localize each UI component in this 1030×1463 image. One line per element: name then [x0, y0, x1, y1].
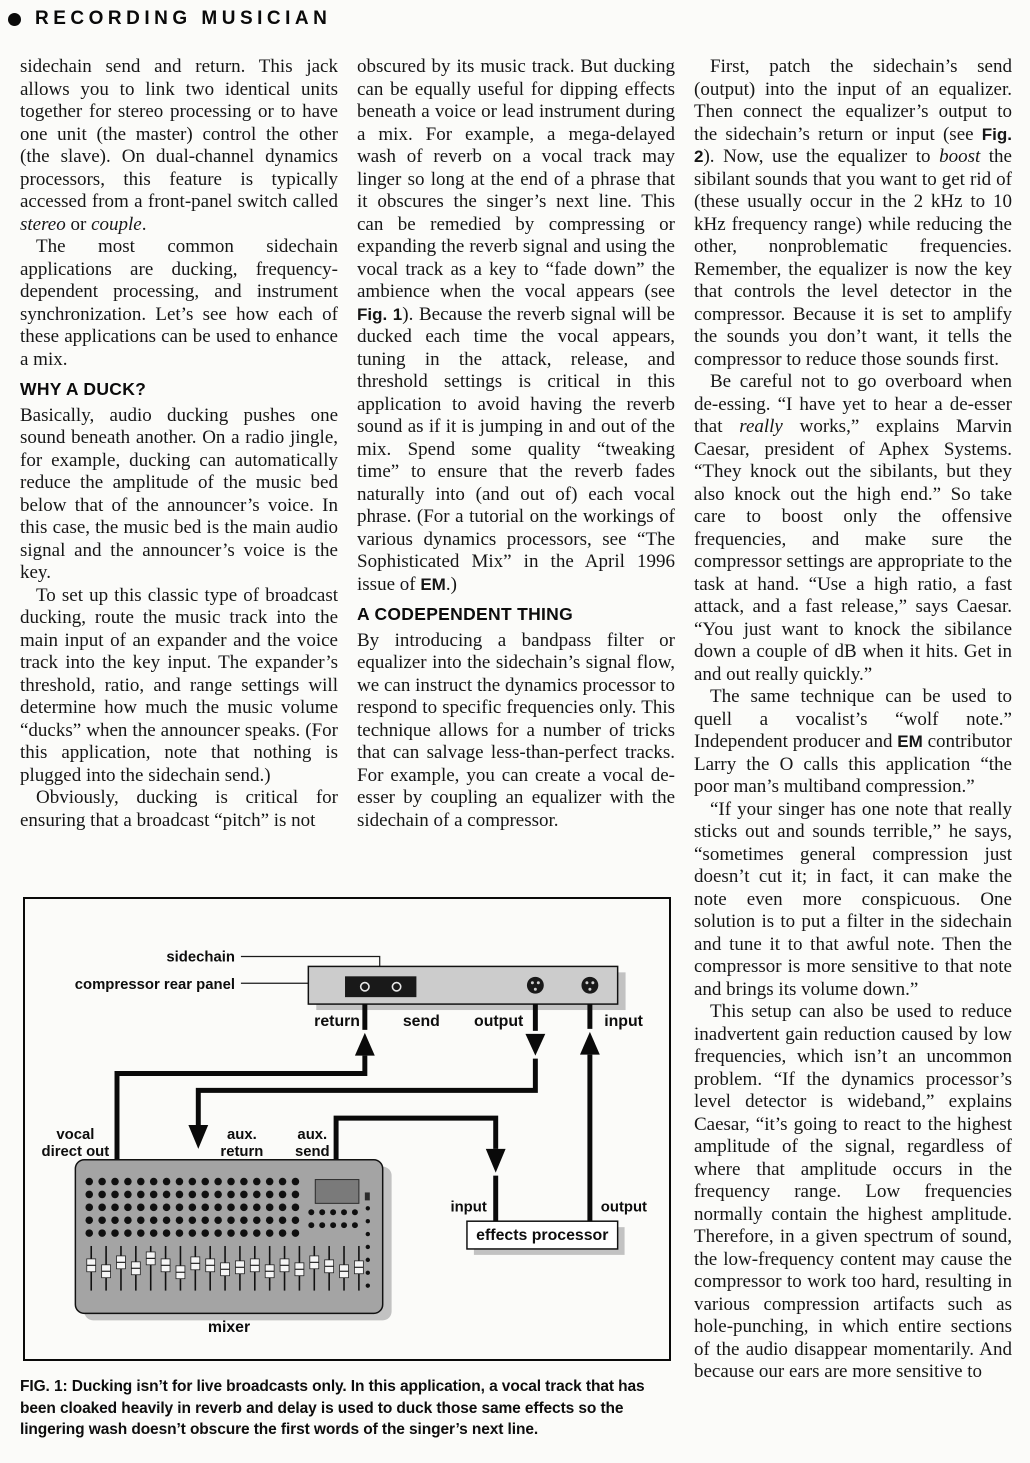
text-run: Fig. 2 [694, 124, 1012, 166]
mixer-knob-icon [176, 1229, 184, 1237]
text-run: contributor Larry the O calls this application “the poor man’s multiband compression.” [694, 731, 1012, 797]
text-run: The same technique can be used to quell a vocalist’s “wolf note.” Independent producer and [694, 686, 1012, 752]
mixer-knob-icon [98, 1191, 106, 1199]
paragraph [20, 405, 338, 585]
sidechain-label: sidechain [166, 949, 235, 966]
mixer-knob-icon [124, 1191, 132, 1199]
mixer-button-icon [308, 1222, 314, 1228]
mixer-knob-icon [176, 1178, 184, 1186]
text-run: boost [939, 146, 981, 167]
text-run: or [65, 213, 92, 235]
mixer-knob-icon [124, 1204, 132, 1212]
text-run: First, patch the sidechain’s send (output) into the input of an equalizer. Then connect the equalizer’s output to the sidechain’s return or input (see [694, 56, 1012, 145]
paragraph [694, 371, 1012, 686]
mixer-knob-icon [240, 1204, 248, 1212]
mixer-edge-mark [365, 1192, 370, 1200]
mixer-knob-icon [163, 1204, 171, 1212]
mixer-knob-icon [266, 1178, 274, 1186]
mixer-knob-icon [266, 1229, 274, 1237]
vocal-direct-out-label-line1: vocal [56, 1126, 95, 1143]
paragraph [20, 787, 338, 832]
text-run: To set up this classic type of broadcast ducking, route the music track into the main input of an expander and the voice track into the key input. The expander’s threshold, ratio, and range settings will determine how much the music volume “ducks” when the announcer speaks. (For this application, note that nothing is plugged into the sidechain send.) [20, 584, 338, 786]
mixer-knob-icon [163, 1229, 171, 1237]
mixer-knob-icon [150, 1229, 158, 1237]
mixer-knob-icon [85, 1204, 93, 1212]
mixer-knob-icon [266, 1204, 274, 1212]
paragraph [20, 56, 338, 236]
text-run: the sibilant sounds that you want to get rid of (these usually occur in the 2 kHz to 10 kHz frequency range) while reducing the other, nonproblematic frequencies. Remember, the equalizer is now the key that controls the level detector in the compressor. Because it is set to amplify the sounds you don’t want, it tells the compressor to reduce those sounds first. [694, 146, 1012, 370]
mixer-knob-icon [150, 1178, 158, 1186]
mixer-knob-icon [279, 1178, 287, 1186]
paragraph [694, 799, 1012, 1002]
figure-caption: FIG. 1: Ducking isn’t for live broadcasts only. In this application, a vocal track that has been cloaked heavily in reverb and delay is used to duck those same effects so the lingering wash doesn’t obscure the first words of the singer’s next line. [20, 1378, 645, 1438]
mixer-button-icon [352, 1209, 358, 1215]
text-run: works,” explains Marvin Caesar, president of Aphex Systems. “They knock out the sibilants, but they also knock out the high end.” So take care to boost only the offensive frequencies, and make sure the compressor settings are appropriate to the task at hand. “Use a high ratio, a fast attack, and a fast release,” says Caesar. “You just want to knock the sibilance down a couple of dB when it hits. Get in and out really quickly.” [694, 416, 1012, 685]
aux-return-label-line2: return [220, 1143, 264, 1160]
mixer-knob-icon [279, 1229, 287, 1237]
bullet-icon [8, 13, 21, 26]
mixer-knob-icon [111, 1191, 119, 1199]
mixer-button-icon [341, 1209, 347, 1215]
figure-1 [23, 897, 671, 1361]
text-column-2 [357, 56, 675, 832]
mixer-knob-icon [201, 1229, 209, 1237]
mixer-button-icon [319, 1209, 325, 1215]
mixer-knob-icon [98, 1229, 106, 1237]
mixer-knob-icon [253, 1216, 261, 1224]
mixer-knob-icon [163, 1216, 171, 1224]
mixer-knob-icon [201, 1216, 209, 1224]
mixer-knob-icon [292, 1191, 300, 1199]
mixer-led-icon [366, 1245, 370, 1249]
section-heading: WHY A DUCK? [20, 379, 147, 399]
text-run: ). Because the reverb signal will be ducked each time the vocal appears, tuning in the attack, release, and threshold settings is critical in this application to avoid having the reverb sound as if it is jumping in and out of the mix. Spend some quality “tweaking time” to ensure that the reverb fades naturally into (and out of) each vocal phrase. (For a tutorial on the workings of various dynamics processors, see “The Sophisticated Mix” in the April 1996 issue of [357, 303, 675, 595]
mixer-button-icon [308, 1209, 314, 1215]
mixer-knob-icon [240, 1191, 248, 1199]
mixer-button-icon [341, 1222, 347, 1228]
mixer-knob-icon [292, 1216, 300, 1224]
mixer-knob-icon [266, 1216, 274, 1224]
wire-effects-to-input [580, 1004, 600, 1221]
text-column-1 [20, 56, 338, 832]
mixer-led-icon [366, 1206, 370, 1210]
mixer-knob-icon [98, 1204, 106, 1212]
mixer-knob-icon [279, 1216, 287, 1224]
text-run: obscured by its music track. But ducking can be equally useful for dipping effects beneath a voice or lead instrument during a mix. For example, a mega-delayed wash of reverb on a vocal track may linger so long at the end of a phrase that it obscures the singer’s next line. This can be remedied by compressing or expanding the reverb signal and using the vocal track as a key to “fade down” the ambience when the vocal appears (see [357, 56, 675, 302]
mixer-knob-icon [227, 1216, 235, 1224]
mixer-knob-icon [279, 1191, 287, 1199]
mixer-knob-icon [253, 1191, 261, 1199]
mixer-knob-icon [98, 1216, 106, 1224]
mixer-led-icon [366, 1283, 370, 1287]
mixer-button-icon [330, 1222, 336, 1228]
mixer-display [315, 1180, 359, 1204]
mixer-knob-icon [189, 1229, 197, 1237]
text-run: Fig. 1 [357, 304, 403, 324]
mixer-knob-icon [150, 1216, 158, 1224]
mixer-button-icon [319, 1222, 325, 1228]
text-column-3 [694, 56, 1012, 1384]
mixer-knob-icon [214, 1229, 222, 1237]
mixer-knob-icon [111, 1178, 119, 1186]
return-jack-icon [361, 983, 369, 991]
text-run: sidechain send and return. This jack allows you to link two identical units together for stereo processing or to have one unit (the master) control the other (the slave). On dual-channel dynamics processors, this feature is typically accessed from a front-panel switch called [20, 56, 338, 212]
input-port-label: input [604, 1012, 643, 1030]
mixer-knob-icon [227, 1178, 235, 1186]
mixer-knob-icon [150, 1204, 158, 1212]
mixer-knob-icon [111, 1216, 119, 1224]
mixer-knob-icon [137, 1229, 145, 1237]
mixer-knob-icon [137, 1216, 145, 1224]
input-xlr-jack-icon [581, 977, 598, 994]
return-port-label: return [314, 1012, 361, 1030]
masthead [8, 8, 331, 30]
mixer-knob-icon [292, 1178, 300, 1186]
mixer-knob-icon [279, 1204, 287, 1212]
paragraph [694, 56, 1012, 371]
text-run: ). Now, use the equalizer to [703, 146, 940, 167]
mixer-knob-icon [137, 1191, 145, 1199]
mixer-knob-icon [85, 1178, 93, 1186]
send-port-label: send [402, 1012, 440, 1030]
mixer-label: mixer [207, 1319, 251, 1337]
compressor-rear-panel-label: compressor rear panel [74, 977, 235, 994]
effects-input-label: input [450, 1199, 487, 1216]
mixer-knob-icon [253, 1204, 261, 1212]
mixer-knob-icon [124, 1178, 132, 1186]
mixer-knob-icon [240, 1178, 248, 1186]
mixer-knob-icon [266, 1191, 274, 1199]
mixer-knob-icon [292, 1204, 300, 1212]
mixer-knob-icon [214, 1191, 222, 1199]
mixer-knob-icon [150, 1191, 158, 1199]
mixer-button-icon [352, 1222, 358, 1228]
text-run: EM [420, 574, 446, 594]
aux-return-label-line1: aux. [227, 1126, 257, 1143]
text-run: The most common sidechain applications are ducking, frequency-dependent processing, and instrument synchronization. Let’s see how each of these applications can be used to enhance a mix. [20, 236, 338, 370]
mixer-knob-icon [176, 1191, 184, 1199]
mixer-knob-icon [85, 1216, 93, 1224]
sidechain-jack-plate [345, 976, 416, 997]
vocal-direct-out-label-line2: direct out [41, 1143, 110, 1160]
mixer-knob-icon [240, 1216, 248, 1224]
text-run: couple [91, 213, 142, 235]
mixer-knob-icon [227, 1191, 235, 1199]
mixer-knob-icon [111, 1229, 119, 1237]
text-run: By introducing a bandpass filter or equalizer into the sidechain’s signal flow, we can instruct the dynamics processor to respond to specific frequencies only. This technique allows for a number of tricks that can salvage less-than-perfect tracks. For example, you can create a vocal de-esser by coupling an equalizer with the sidechain of a compressor. [357, 629, 675, 831]
mixer-knob-icon [240, 1229, 248, 1237]
mixer-knob-icon [253, 1229, 261, 1237]
mixer-knob-icon [85, 1229, 93, 1237]
paragraph [357, 56, 675, 596]
mixer-knob-icon [124, 1229, 132, 1237]
mixer-led-icon [366, 1271, 370, 1275]
text-run: Obviously, ducking is critical for ensuring that a broadcast “pitch” is not [20, 787, 338, 831]
mixer-knob-icon [137, 1178, 145, 1186]
mixer-knob-icon [214, 1216, 222, 1224]
text-run: “If your singer has one note that really sticks out and sounds terrible,” he says, “sometimes general compression just doesn’t cut it; in fact, it can make the note even more conspicuous. One solution is to put a filter in the sidechain and tune it to that awful note. Then the compressor is more sensitive to that note and brings its volume down.” [694, 798, 1012, 1000]
paragraph [20, 585, 338, 788]
text-run: .) [445, 573, 457, 595]
text-run: EM [897, 732, 923, 751]
paragraph [694, 686, 1012, 799]
paragraph [20, 236, 338, 371]
mixer-knob-icon [189, 1216, 197, 1224]
mixer-knob-icon [163, 1191, 171, 1199]
mixer-knob-icon [85, 1191, 93, 1199]
mixer-knob-icon [201, 1178, 209, 1186]
mixer-knob-icon [189, 1204, 197, 1212]
mixer-led-icon [366, 1258, 370, 1262]
mixer-knob-icon [137, 1204, 145, 1212]
mixer-knob-icon [292, 1229, 300, 1237]
mixer-knob-icon [201, 1191, 209, 1199]
mixer-knob-icon [189, 1191, 197, 1199]
mixer-knob-icon [214, 1178, 222, 1186]
mixer-led-icon [366, 1219, 370, 1223]
mixer-knob-icon [176, 1204, 184, 1212]
effects-processor-label: effects processor [476, 1227, 609, 1245]
text-run: This setup can also be used to reduce inadvertent gain reduction caused by low frequencies, which isn’t an uncommon problem. “If the dynamics processor’s level detector is wideband,” explains Caesar, “it’s going to react to the highest amplitude of the signal, regardless of where that amplitude occurs in the frequency range. Low frequencies normally contain the highest amplitude. Therefore, in a given spectrum of sound, the low-frequency content may cause the compressor to work too hard, resulting in various compression artifacts such as hole-punching, in which entire sections of the audio disappear momentarily. And because our ears are more sensitive to [694, 1001, 1012, 1382]
text-run: really [739, 416, 783, 437]
mixer-knob-icon [163, 1178, 171, 1186]
effects-output-label: output [600, 1199, 648, 1216]
text-run: stereo [20, 213, 66, 235]
mixer-knob-icon [98, 1178, 106, 1186]
mixer-knob-icon [111, 1204, 119, 1212]
mixer-knob-icon [189, 1178, 197, 1186]
text-run: Be careful not to go overboard when de-essing. “I have yet to hear a de-esser that [694, 371, 1012, 437]
text-run: . [141, 213, 147, 235]
output-xlr-jack-icon [527, 977, 544, 994]
text-run: Basically, audio ducking pushes one sound beneath another. On a radio jingle, for example, ducking can automatically reduce the amplitude of the music bed below that of the announcer’s voice. In this case, the music bed is the main audio signal and the announcer’s voice is the key. [20, 404, 338, 583]
paragraph [357, 630, 675, 833]
mixer-knob-icon [176, 1216, 184, 1224]
paragraph [694, 1001, 1012, 1384]
mixer-led-icon [366, 1232, 370, 1236]
mixer-knob-icon [124, 1216, 132, 1224]
mixer-knob-icon [227, 1229, 235, 1237]
mixer-knob-icon [227, 1204, 235, 1212]
send-jack-icon [392, 983, 400, 991]
mixer-knob-icon [214, 1204, 222, 1212]
aux-send-label-line1: aux. [297, 1126, 328, 1143]
aux-send-label-line2: send [294, 1143, 330, 1160]
mixer-knob-icon [253, 1178, 261, 1186]
mixer-button-icon [330, 1209, 336, 1215]
page-title: RECORDING MUSICIAN [35, 8, 332, 29]
output-port-label: output [474, 1012, 524, 1030]
figure-1-diagram [25, 899, 669, 1359]
mixer-knob-icon [201, 1204, 209, 1212]
section-heading: A CODEPENDENT THING [357, 604, 574, 624]
